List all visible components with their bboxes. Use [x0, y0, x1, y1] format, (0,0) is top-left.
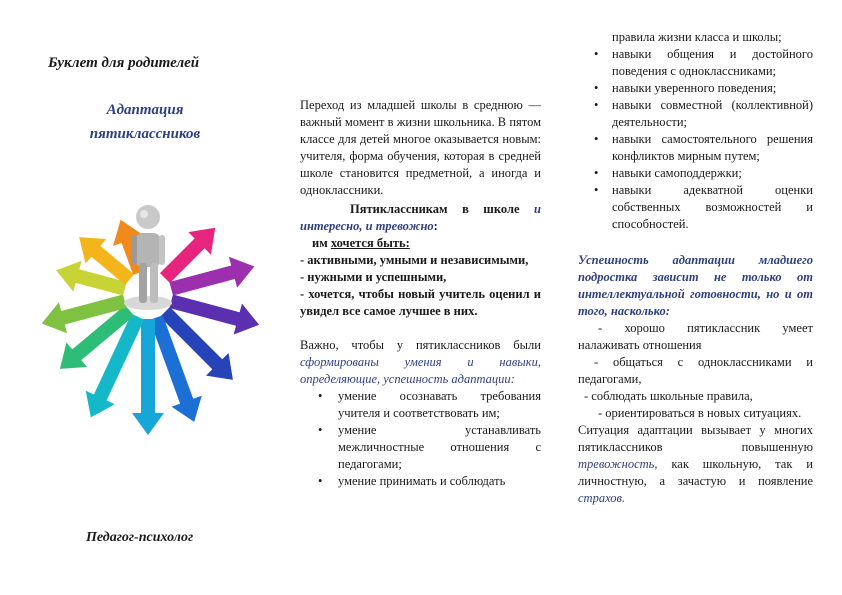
list-item: • навыки самоподдержки;	[578, 165, 813, 182]
success-item: - хорошо пятиклассник умеет налаживать отношения	[578, 321, 813, 352]
skills-list	[300, 388, 541, 490]
list-item: • умение устанавливать межличностные отношения с педагогами;	[300, 422, 541, 473]
list-item: • навыки самостоятельного решения конфликтов мирным путем;	[578, 131, 813, 165]
right-column	[578, 29, 813, 507]
want-item: - нужными и успешными,	[300, 270, 447, 284]
want-item: - активными, умными и независимыми,	[300, 253, 529, 267]
subtitle-line-1: Адаптация	[106, 102, 184, 118]
want-line	[300, 235, 541, 252]
want-prefix: им	[312, 236, 331, 250]
feeling-line	[300, 201, 541, 235]
success-item: - ориентироваться в новых ситуациях.	[598, 406, 802, 420]
important-paragraph	[300, 337, 541, 388]
list-item: • умение принимать и соблюдать	[300, 473, 541, 490]
list-item: • навыки совместной (коллективной) деятельности;	[578, 97, 813, 131]
middle-column	[300, 97, 541, 490]
feel-prefix: Пятиклассникам в школе	[350, 202, 535, 216]
fears-word: страхов.	[578, 491, 626, 505]
closing-paragraph	[578, 422, 813, 507]
success-item: - общаться с одноклассниками и педагогами,	[578, 355, 813, 386]
author-role: Педагог-психолог	[86, 530, 194, 545]
subtitle-line-2: пятиклассников	[89, 126, 201, 142]
booklet-subtitle	[60, 98, 230, 146]
list-item: • умение осознавать требования учителя и соответствовать им;	[300, 388, 541, 422]
figure-shadow	[124, 296, 172, 310]
want-item: - хочется, чтобы новый учитель оценил и увидел все самое лучшее в них.	[300, 287, 541, 318]
want-words: хочется быть:	[330, 236, 410, 250]
success-heading: Успешность адаптации младшего подростка зависит не только от интеллектуальной готовности, но и от того, насколько:	[578, 253, 813, 318]
list-item: • навыки уверенного поведения;	[578, 80, 813, 97]
list-item: • навыки общения и достойного поведения с одноклассниками;	[578, 46, 813, 80]
person-icon	[131, 205, 165, 303]
list-item: • навыки адекватной оценки собственных возможностей и способностей.	[578, 182, 813, 233]
important-prefix: Важно, чтобы у пятиклассников были	[300, 338, 541, 352]
closing-prefix: Ситуация адаптации вызывает у многих пятиклассников повышенную	[578, 423, 813, 454]
arrows-illustration	[38, 195, 283, 445]
anxiety-word: тревожность,	[578, 457, 658, 471]
success-item: - соблюдать школьные правила,	[584, 389, 753, 403]
booklet-title: Буклет для родителей	[48, 55, 200, 71]
skills-list-continued	[578, 46, 813, 233]
intro-paragraph: Переход из младшей школы в среднюю — важный момент в жизни школьника. В пятом классе для детей многое оказывается новым: учителя, форма обучения, которая в средней школе становится предметной, а иногда и одноклассники.	[300, 98, 541, 197]
continued-text: правила жизни класса и школы;	[612, 30, 782, 44]
closing-middle: как школьную, так и личностную, а зачастую и появление	[578, 457, 813, 488]
important-words: сформированы умения и навыки, определяющие, успешность адаптации:	[300, 355, 541, 386]
feel-suffix: :	[433, 219, 438, 233]
feel-words: и интересно, и тревожно	[300, 202, 541, 233]
